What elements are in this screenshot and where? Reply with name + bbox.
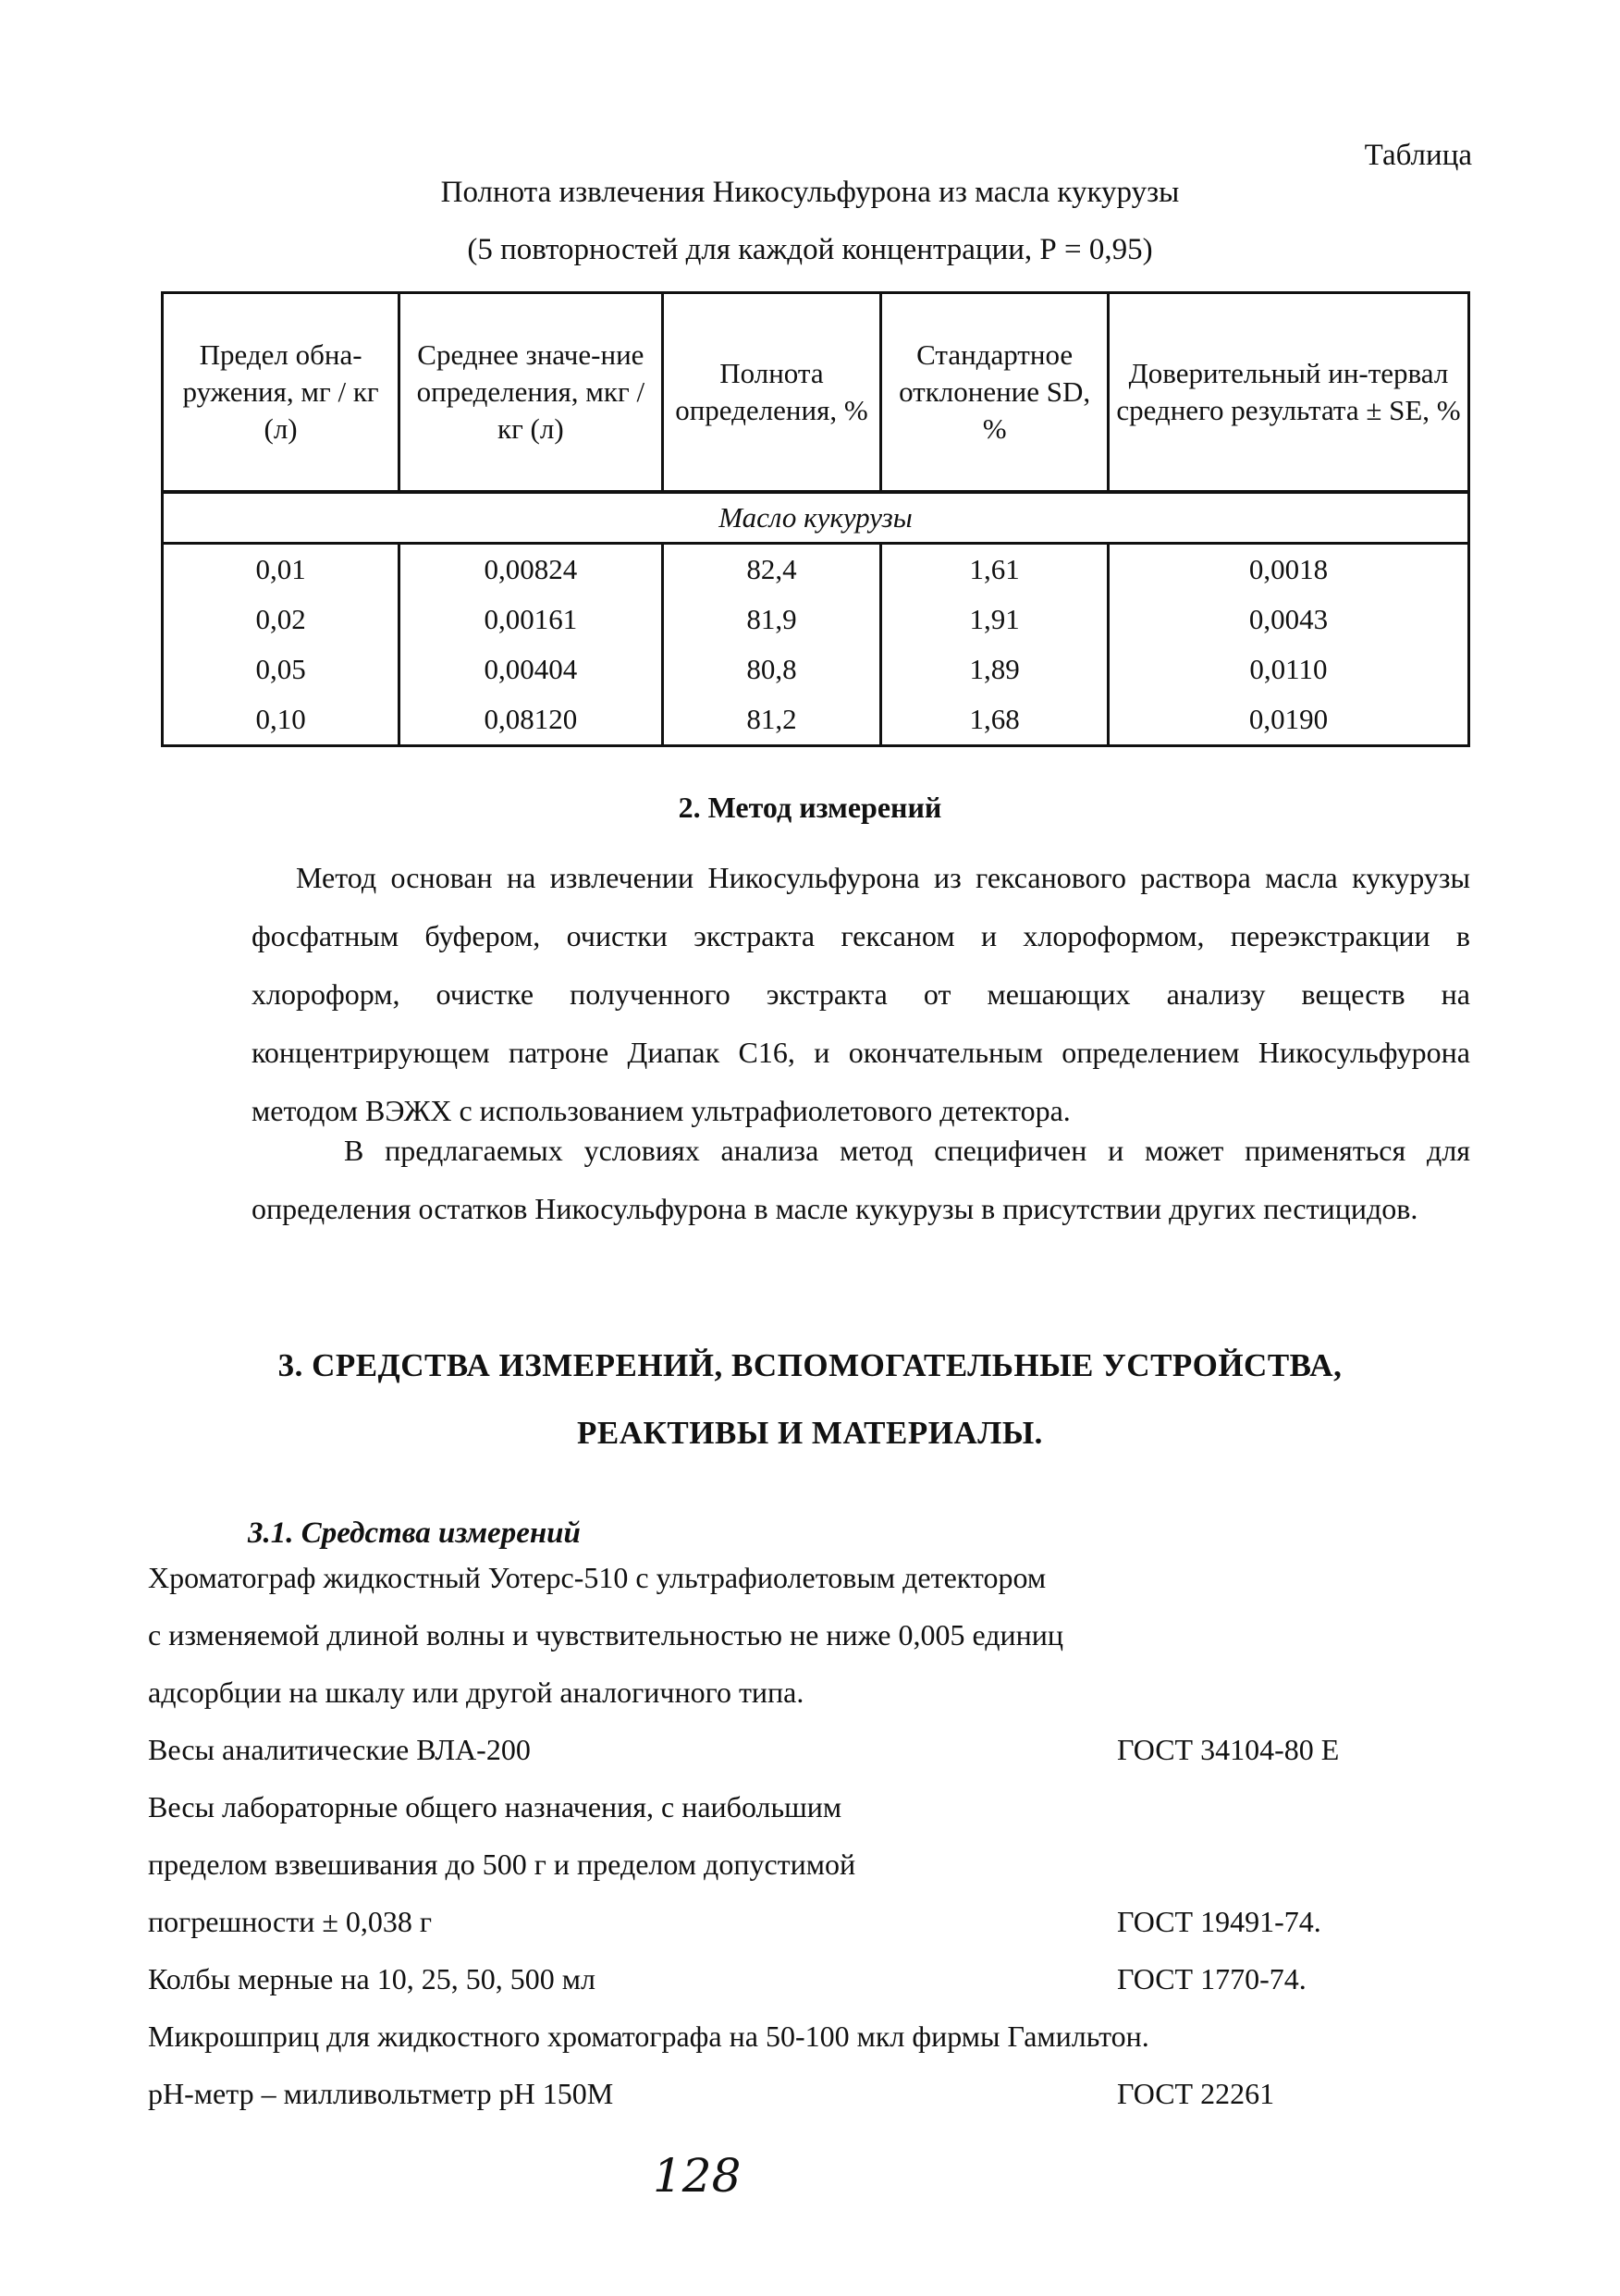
page-number-text: 128 bbox=[653, 2149, 742, 2203]
table-cell: 0,08120 bbox=[399, 694, 662, 746]
table-cell: 81,2 bbox=[662, 694, 881, 746]
table-cell: 0,0190 bbox=[1108, 694, 1468, 746]
section-2-title: 2. Метод измерений bbox=[678, 791, 942, 824]
header-confidence-interval: Доверительный ин-тервал среднего результата ± SE, % bbox=[1108, 293, 1468, 493]
gost-reference: ГОСТ 19491-74. bbox=[1117, 1905, 1321, 1938]
table-cell: 0,00824 bbox=[399, 544, 662, 595]
table-cell: 0,01 bbox=[163, 544, 399, 595]
equipment-line: погрешности ± 0,038 г bbox=[148, 1905, 433, 1938]
equipment-line: адсорбции на шкалу или другой аналогичного типа. bbox=[148, 1676, 804, 1709]
gost-reference: ГОСТ 34104-80 Е bbox=[1117, 1733, 1340, 1766]
equipment-line: пределом взвешивания до 500 г и пределом допустимой bbox=[148, 1848, 856, 1881]
section-2-paragraph-2: В предлагаемых условиях анализа метод специфичен и может применяться для определения остатков Никосульфурона в масле кукурузы в присутствии других пестицидов. bbox=[252, 1134, 1470, 1225]
section-3-title-line-2: РЕАКТИВЫ И МАТЕРИАЛЫ. bbox=[577, 1415, 1043, 1451]
table-cell: 0,0043 bbox=[1108, 595, 1468, 645]
table-header-row bbox=[163, 293, 1469, 493]
header-mean-value: Среднее значе-ние определения, мкг / кг (л) bbox=[399, 293, 662, 493]
section-2-paragraph-1: Метод основан на извлечении Никосульфурона из гексанового раствора масла кукурузы фосфатным буфером, очистки экстракта гексаном и хлороформом, переэкстракции в хлороформ, очистке полученного экстракта от мешающих анализу веществ на концентрирующем патроне Диапак С16, и окончательным определением Никосульфурона методом ВЭЖХ с использованием ультрафиолетового детектора. bbox=[252, 861, 1470, 1127]
table-row bbox=[163, 694, 1469, 746]
equipment-line: Колбы мерные на 10, 25, 50, 500 мл bbox=[148, 1962, 595, 1995]
equipment-line: Весы лабораторные общего назначения, с наибольшим bbox=[148, 1790, 842, 1823]
table-cell: 0,05 bbox=[163, 645, 399, 694]
equipment-line: с изменяемой длиной волны и чувствительностью не ниже 0,005 единиц bbox=[148, 1618, 1064, 1651]
table-cell: 0,02 bbox=[163, 595, 399, 645]
subsection-3-1-title: 3.1. Средства измерений bbox=[248, 1516, 581, 1550]
table-cell: 0,00404 bbox=[399, 645, 662, 694]
table-row bbox=[163, 645, 1469, 694]
table-group-row bbox=[163, 492, 1469, 544]
equipment-line: Хроматограф жидкостный Уотерс-510 с ультрафиолетовым детектором bbox=[148, 1561, 1047, 1594]
gost-reference: ГОСТ 1770-74. bbox=[1117, 1962, 1307, 1995]
table-cell: 1,89 bbox=[881, 645, 1109, 694]
equipment-line: Весы аналитические ВЛА-200 bbox=[148, 1733, 531, 1766]
table-cell: 0,00161 bbox=[399, 595, 662, 645]
table-cell: 1,68 bbox=[881, 694, 1109, 746]
table-row bbox=[163, 595, 1469, 645]
equipment-line: Микрошприц для жидкостного хроматографа на 50-100 мкл фирмы Гамильтон. bbox=[148, 2020, 1149, 2053]
table-cell: 80,8 bbox=[662, 645, 881, 694]
table-label: Таблица bbox=[1364, 139, 1472, 172]
table-cell: 0,10 bbox=[163, 694, 399, 746]
table-caption-line-2: (5 повторностей для каждой концентрации, Р = 0,95) bbox=[467, 233, 1153, 266]
handwritten-page-number bbox=[647, 2143, 749, 2208]
table-cell: 82,4 bbox=[662, 544, 881, 595]
table-cell: 0,0018 bbox=[1108, 544, 1468, 595]
recovery-table bbox=[161, 291, 1470, 747]
table-row bbox=[163, 544, 1469, 595]
header-recovery: Полнота определения, % bbox=[662, 293, 881, 493]
gost-reference: ГОСТ 22261 bbox=[1117, 2077, 1275, 2110]
section-3-title-line-1: 3. СРЕДСТВА ИЗМЕРЕНИЙ, ВСПОМОГАТЕЛЬНЫЕ УСТРОЙСТВА, bbox=[277, 1347, 1343, 1383]
equipment-line: рН-метр – милливольтметр рН 150М bbox=[148, 2077, 614, 2110]
table-cell: 1,91 bbox=[881, 595, 1109, 645]
table-cell: 81,9 bbox=[662, 595, 881, 645]
table-cell: 1,61 bbox=[881, 544, 1109, 595]
table-caption-line-1: Полнота извлечения Никосульфурона из масла кукурузы bbox=[440, 176, 1180, 209]
header-detection-limit: Предел обна-ружения, мг / кг (л) bbox=[163, 293, 399, 493]
table-cell: 0,0110 bbox=[1108, 645, 1468, 694]
group-label: Масло кукурузы bbox=[163, 492, 1469, 544]
header-std-deviation: Стандартное отклонение SD, % bbox=[881, 293, 1109, 493]
